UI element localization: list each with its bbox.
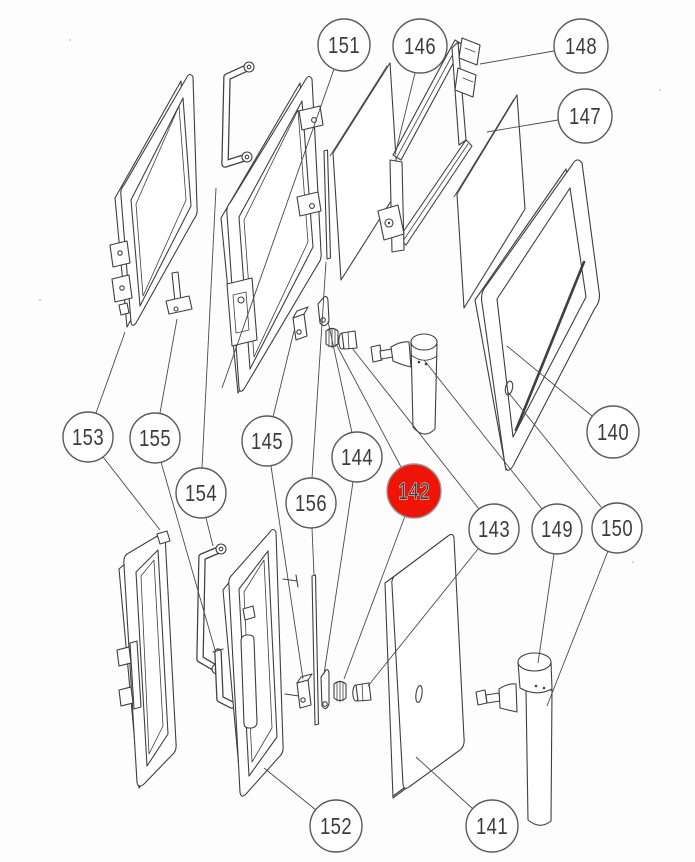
part-153-outer-door-frame-lower xyxy=(117,531,176,788)
callout-label[interactable]: 155 xyxy=(139,425,171,451)
callout-label[interactable]: 145 xyxy=(251,428,283,454)
callout-140[interactable] xyxy=(587,406,639,458)
part-144-spring-clip-lower xyxy=(321,670,329,709)
part-149-handle-shaft-upper xyxy=(371,342,411,367)
callout-156[interactable] xyxy=(286,478,336,528)
leader-line-148 xyxy=(480,51,554,64)
callout-142[interactable] xyxy=(387,464,441,518)
callout-143[interactable] xyxy=(469,504,519,554)
part-145-mount-block-lower xyxy=(297,674,312,708)
callout-label[interactable]: 153 xyxy=(72,424,104,450)
callout-label[interactable]: 143 xyxy=(478,516,510,542)
part-154-handle-bracket-lower xyxy=(200,544,226,674)
leader-line-153 xyxy=(103,457,160,530)
callout-label[interactable]: 156 xyxy=(295,490,327,516)
callout-154[interactable] xyxy=(176,468,226,518)
callout-147[interactable] xyxy=(558,89,612,143)
callout-label[interactable]: 151 xyxy=(328,32,360,58)
callout-151[interactable] xyxy=(318,19,370,71)
leader-line-156 xyxy=(312,528,314,575)
callout-label[interactable]: 148 xyxy=(565,33,597,59)
leader-line-153 xyxy=(96,332,125,413)
callout-label[interactable]: 149 xyxy=(541,516,573,542)
leader-line-149 xyxy=(538,554,554,663)
part-141-door-glass-lower xyxy=(385,534,464,798)
part-155-latch-pin-upper xyxy=(166,272,192,314)
part-153-outer-door-frame-upper xyxy=(110,75,197,328)
callout-152[interactable] xyxy=(310,800,362,852)
callout-153[interactable] xyxy=(63,412,113,462)
leader-line-145 xyxy=(273,331,294,417)
part-152-inner-door-frame-lower xyxy=(223,530,300,797)
leader-line-155 xyxy=(160,319,177,413)
callout-150[interactable] xyxy=(592,503,642,553)
part-151-inner-door-frame-upper xyxy=(221,77,323,394)
part-143-hex-nut-upper xyxy=(339,331,357,349)
leader-line-141 xyxy=(416,757,473,809)
callout-148[interactable] xyxy=(554,19,608,73)
callout-label[interactable]: 152 xyxy=(320,813,352,839)
leader-line-152 xyxy=(264,768,316,810)
callout-label[interactable]: 141 xyxy=(476,813,508,839)
part-156-rod-upper xyxy=(324,150,331,259)
callout-155[interactable] xyxy=(130,413,180,463)
part-150-handle-grip-upper xyxy=(411,334,437,434)
callout-149[interactable] xyxy=(532,504,582,554)
callout-141[interactable] xyxy=(466,800,518,852)
callout-label[interactable]: 150 xyxy=(601,515,633,541)
callout-label[interactable]: 140 xyxy=(597,419,629,445)
part-156-rod-lower xyxy=(312,575,319,725)
part-inner-glass-pane-upper xyxy=(330,63,398,280)
part-154-handle-bracket-upper xyxy=(225,62,254,164)
part-145-mount-block-upper xyxy=(293,307,308,340)
part-150-handle-grip-lower xyxy=(518,653,552,825)
callout-label[interactable]: 147 xyxy=(569,103,601,129)
callout-145[interactable] xyxy=(242,416,292,466)
callout-label[interactable]: 154 xyxy=(185,480,217,506)
leader-line-156 xyxy=(312,262,326,478)
part-142-knurled-nut-lower xyxy=(334,681,346,702)
callout-label[interactable]: 146 xyxy=(404,33,436,59)
callout-label[interactable]: 144 xyxy=(341,444,373,470)
part-149-handle-shaft-lower xyxy=(476,684,517,712)
leader-line-154 xyxy=(206,518,213,546)
callout-146[interactable] xyxy=(393,19,447,73)
callout-label[interactable]: 142 xyxy=(398,478,430,504)
leader-line-154 xyxy=(202,188,216,468)
leader-line-150 xyxy=(547,551,608,706)
callout-144[interactable] xyxy=(332,432,382,482)
